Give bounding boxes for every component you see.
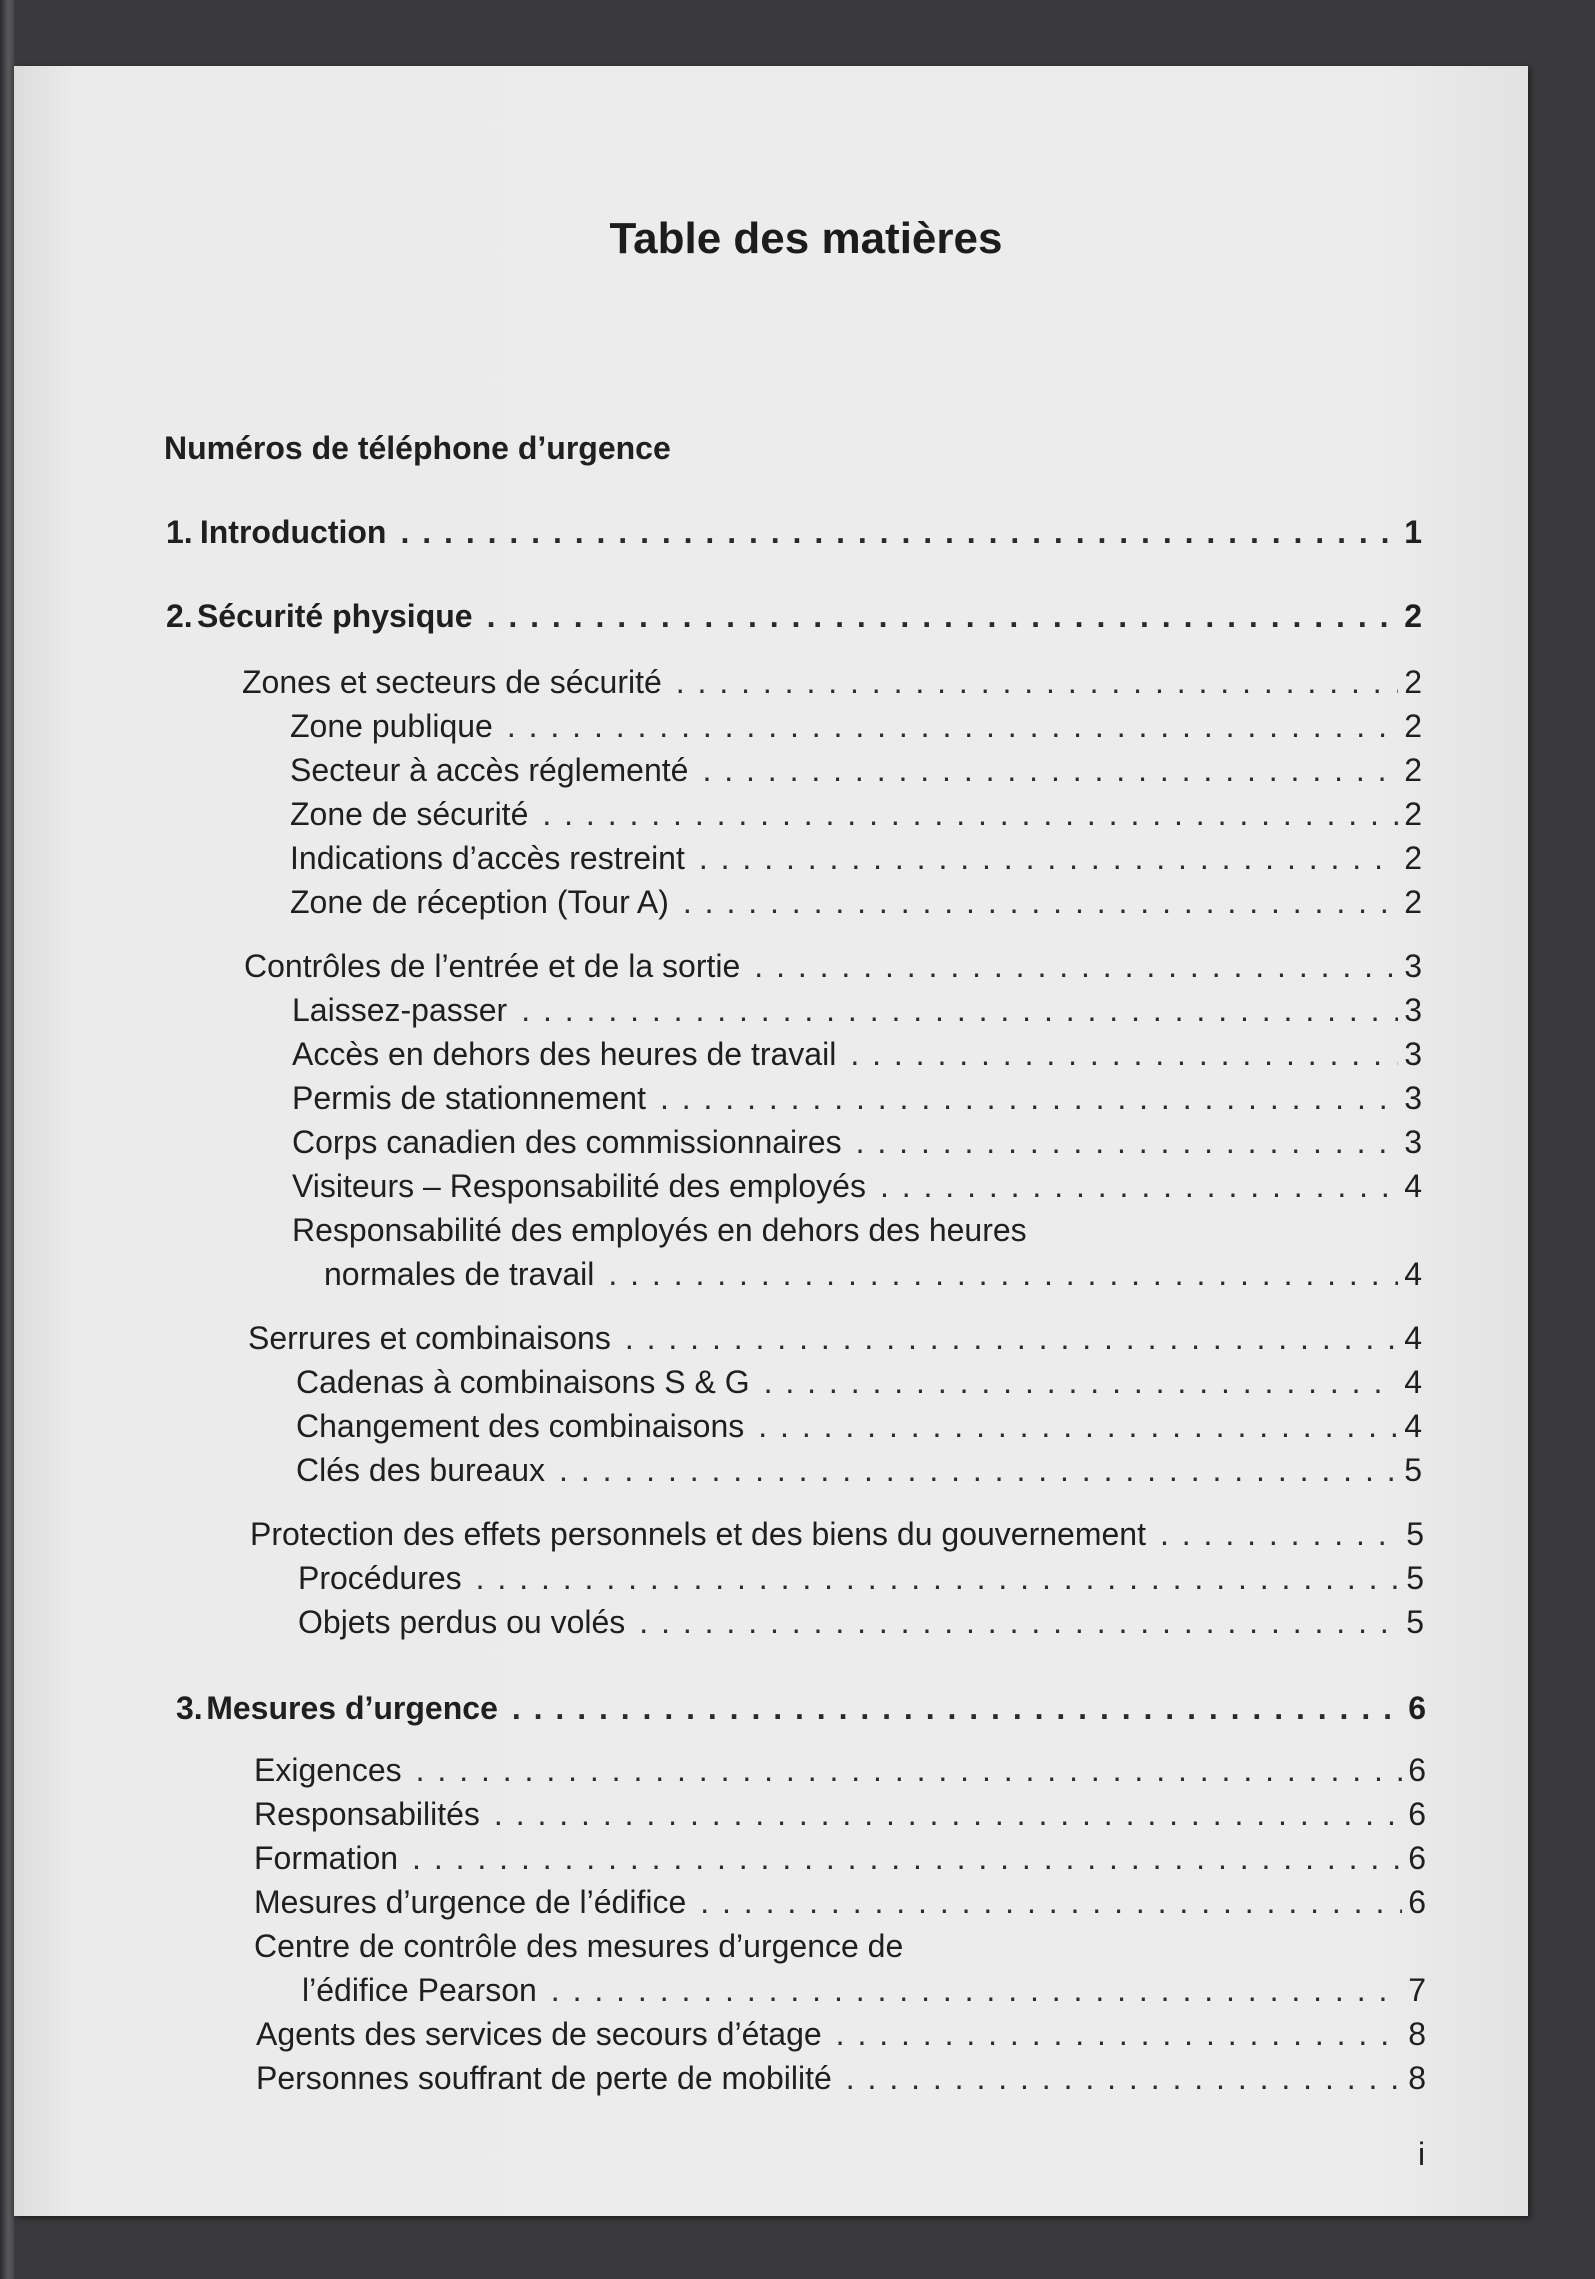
toc-entry[interactable] (244, 946, 1422, 986)
dot-leader (412, 1838, 1402, 1878)
toc-label: Accès en dehors des heures de travail (292, 1036, 837, 1072)
toc-entry[interactable] (302, 1970, 1426, 2010)
toc-label: Visiteurs – Responsabilité des employés (292, 1168, 866, 1204)
dot-leader (764, 1362, 1398, 1402)
toc-entry[interactable] (290, 794, 1422, 834)
dot-leader (521, 990, 1398, 1030)
toc-section-1[interactable] (166, 512, 1422, 552)
dot-leader (608, 1254, 1398, 1294)
toc-label: Zone de sécurité (290, 796, 529, 832)
dot-leader (699, 838, 1398, 878)
binding-edge (0, 0, 14, 2279)
toc-entry[interactable] (296, 1406, 1422, 1446)
toc-label: Objets perdus ou volés (298, 1604, 626, 1640)
toc-label: l’édifice Pearson (302, 1972, 537, 2008)
dot-leader (625, 1318, 1398, 1358)
toc-label: Contrôles de l’entrée et de la sortie (244, 948, 741, 984)
section-number: 3. (176, 1690, 203, 1726)
toc-page-number: 8 (1408, 2060, 1426, 2096)
section-number: 1. (166, 514, 193, 550)
section-number: 2. (166, 598, 193, 634)
toc-label: Agents des services de secours d’étage (256, 2016, 822, 2052)
toc-label: Permis de stationnement (292, 1080, 646, 1116)
dot-leader (856, 1122, 1398, 1162)
toc-entry[interactable] (250, 1514, 1424, 1554)
toc-label: Secteur à accès réglementé (290, 752, 689, 788)
toc-entry[interactable] (292, 1210, 1422, 1250)
page-folio: i (1418, 2136, 1426, 2172)
toc-label: Procédures (298, 1560, 462, 1596)
toc-label: Zone publique (290, 708, 493, 744)
toc-page-number: 5 (1406, 1560, 1424, 1596)
toc-entry[interactable] (292, 1034, 1422, 1074)
toc-entry[interactable] (254, 1882, 1426, 1922)
dot-leader (476, 1558, 1400, 1598)
toc-page-number: 3 (1404, 1036, 1422, 1072)
dot-leader (551, 1970, 1402, 2010)
dot-leader (846, 2058, 1402, 2098)
toc-label: Protection des effets personnels et des biens du gouvernement (250, 1516, 1146, 1552)
toc-section-3[interactable] (176, 1688, 1426, 1728)
dot-leader (880, 1166, 1398, 1206)
toc-label: Serrures et combinaisons (248, 1320, 611, 1356)
dot-leader (702, 750, 1398, 790)
dot-leader (754, 946, 1398, 986)
toc-page-number: 4 (1404, 1256, 1422, 1292)
dot-leader (400, 512, 1398, 552)
toc-page-number: 2 (1404, 708, 1422, 744)
toc-page-number: 5 (1406, 1604, 1424, 1640)
toc-label: Corps canadien des commissionnaires (292, 1124, 842, 1160)
toc-entry[interactable] (290, 706, 1422, 746)
toc-page-number: 6 (1408, 1752, 1426, 1788)
toc-label: Mesures d’urgence (206, 1690, 498, 1726)
dot-leader (416, 1750, 1402, 1790)
toc-label: Zone de réception (Tour A) (290, 884, 669, 920)
toc-entry[interactable] (254, 1838, 1426, 1878)
toc-label: Exigences (254, 1752, 402, 1788)
dot-leader (1160, 1514, 1400, 1554)
toc-entry[interactable] (292, 1166, 1422, 1206)
toc-label: Formation (254, 1840, 399, 1876)
toc-entry[interactable] (292, 990, 1422, 1030)
toc-page-number: 6 (1408, 1884, 1426, 1920)
toc-entry[interactable] (290, 750, 1422, 790)
toc-entry[interactable] (298, 1558, 1424, 1598)
toc-page-number: 3 (1404, 1080, 1422, 1116)
toc-label: normales de travail (324, 1256, 595, 1292)
toc-page-number: 4 (1404, 1364, 1422, 1400)
toc-entry[interactable] (248, 1318, 1422, 1358)
dot-leader (850, 1034, 1398, 1074)
dot-leader (512, 1688, 1402, 1728)
dot-leader (836, 2014, 1402, 2054)
toc-section-2[interactable] (166, 596, 1422, 636)
document-page (14, 66, 1528, 2216)
toc-label: Cadenas à combinaisons S & G (296, 1364, 750, 1400)
toc-entry[interactable] (256, 2014, 1426, 2054)
page-title: Table des matières (609, 214, 1003, 263)
toc-page-number: 2 (1404, 598, 1422, 634)
toc-entry[interactable] (290, 838, 1422, 878)
toc-label: Clés des bureaux (296, 1452, 546, 1488)
toc-entry[interactable] (254, 1926, 1426, 1966)
toc-entry[interactable] (296, 1450, 1422, 1490)
toc-entry[interactable] (256, 2058, 1426, 2098)
dot-leader (639, 1602, 1400, 1642)
toc-entry[interactable] (292, 1078, 1422, 1118)
table-of-contents (14, 66, 1528, 2216)
toc-page-number: 6 (1408, 1840, 1426, 1876)
toc-label: Sécurité physique (196, 598, 473, 634)
toc-label: Changement des combinaisons (296, 1408, 745, 1444)
toc-entry[interactable] (242, 662, 1422, 702)
dot-leader (676, 662, 1398, 702)
toc-page-number: 6 (1408, 1796, 1426, 1832)
toc-page-number: 4 (1404, 1408, 1422, 1444)
dot-leader (700, 1882, 1402, 1922)
toc-page-number: 4 (1404, 1168, 1422, 1204)
toc-entry[interactable] (254, 1750, 1426, 1790)
dot-leader (559, 1450, 1398, 1490)
toc-page-number: 5 (1404, 1452, 1422, 1488)
toc-page-number: 2 (1404, 796, 1422, 832)
emergency-phone-heading (164, 428, 671, 468)
dot-leader (542, 794, 1398, 834)
toc-label: Indications d’accès restreint (290, 840, 685, 876)
toc-page-number: 1 (1404, 514, 1422, 550)
toc-page-number: 2 (1404, 664, 1422, 700)
toc-label: Numéros de téléphone d’urgence (164, 430, 671, 466)
toc-label: Mesures d’urgence de l’édifice (254, 1884, 687, 1920)
toc-page-number: 3 (1404, 948, 1422, 984)
toc-entry[interactable] (324, 1254, 1422, 1294)
dot-leader (683, 882, 1398, 922)
dot-leader (758, 1406, 1398, 1446)
toc-entry[interactable] (298, 1602, 1424, 1642)
toc-page-number: 8 (1408, 2016, 1426, 2052)
toc-page-number: 3 (1404, 992, 1422, 1028)
toc-page-number: 5 (1406, 1516, 1424, 1552)
toc-entry[interactable] (254, 1794, 1426, 1834)
toc-entry[interactable] (292, 1122, 1422, 1162)
dot-leader (487, 596, 1398, 636)
toc-page-number: 2 (1404, 752, 1422, 788)
toc-label: Personnes souffrant de perte de mobilité (256, 2060, 832, 2096)
toc-page-number: 6 (1408, 1690, 1426, 1726)
toc-page-number: 2 (1404, 884, 1422, 920)
dot-leader (660, 1078, 1398, 1118)
toc-page-number: 7 (1408, 1972, 1426, 2008)
toc-entry[interactable] (290, 882, 1422, 922)
dot-leader (494, 1794, 1402, 1834)
toc-page-number: 2 (1404, 840, 1422, 876)
toc-label: Zones et secteurs de sécurité (242, 664, 662, 700)
toc-page-number: 3 (1404, 1124, 1422, 1160)
toc-entry[interactable] (296, 1362, 1422, 1402)
toc-label: Laissez-passer (292, 992, 508, 1028)
dot-leader (507, 706, 1398, 746)
toc-label: Responsabilité des employés en dehors des heures (292, 1212, 1027, 1248)
toc-label: Centre de contrôle des mesures d’urgence de (254, 1928, 904, 1964)
toc-label: Introduction (199, 514, 387, 550)
toc-label: Responsabilités (254, 1796, 480, 1832)
toc-page-number: 4 (1404, 1320, 1422, 1356)
